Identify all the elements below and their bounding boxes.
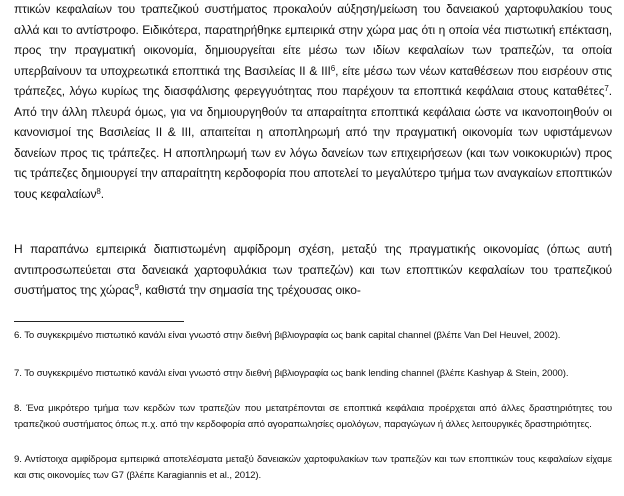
body-paragraph: [14, 239, 612, 301]
footnote-9: 9. Αντίστοιχα αμφίδρομα εμπειρικά αποτελέσματα μεταξύ δανειακών χαρτοφυλακίων των τραπεζών και των εποπτικών τους κεφαλαίων είχαμε και στις οικονομίες των G7 (βλέπε Karagiannis et al., 2012).: [14, 454, 612, 481]
footnote-ref-6[interactable]: 6: [330, 63, 336, 73]
footnote-8: 8. Ένα μικρότερο τμήμα των κερδών των τραπεζών που μετατρέπονται σε εποπτικά κεφάλαια προέρχεται από άλλες δραστηριότητες του τραπεζικού συστήματος όπως π.χ. από την κερδοφορία από αγοραπωλησίες ομολόγων, παραγώγων ή άλλες λειτουργικές δραστηριότητες.: [14, 403, 612, 430]
paragraph-text: . Από την άλλη πλευρά όμως, για να δημιουργηθούν τα απαραίτητα εποπτικά κεφάλαια ώστε να ικανοποιηθούν οι κανονισμοί της Βασιλείας ΙΙ & ΙΙΙ, απαιτείται η αποπληρωμή από την πραγματική οικονομία των υφιστάμενων δανείων προς τις τράπεζες. Η αποπληρωμή των εν λόγω δανείων των επιχειρήσεων (και των νοικοκυριών) προς τις τράπεζες δημιουργεί την απαραίτητη κερδοφορία που αποτελεί το μεγαλύτερο τμήμα των αναγκαίων εποπτικών τους κεφαλαίων: [14, 84, 612, 201]
paragraph-text: Η παραπάνω εμπειρικά διαπιστωμένη αμφίδρομη σχέση, μεταξύ της πραγματικής οικονομίας (όπως αυτή αντιπροσωπεύεται στα δανειακά χαρτοφυλάκια των τραπεζών) και των εποπτικών κεφαλαίων του τραπεζικού συστήματος της χώρας: [14, 242, 612, 297]
paragraph-text: , καθιστά την σημασία της τρέχουσας οικο-: [138, 283, 361, 297]
footnote-6: 6. Το συγκεκριμένο πιστωτικό κανάλι είναι γνωστό στην διεθνή βιβλιογραφία ως bank capital channel (βλέπε Van Del Heuvel, 2002).: [14, 330, 561, 341]
footnote-ref-8[interactable]: 8: [96, 186, 101, 196]
paragraph-text: πτικών κεφαλαίων του τραπεζικού συστήματος προκαλούν αύξηση/μείωση του δανειακού χαρτοφυλακίου τους αλλά και το αντίστροφο. Ειδικότερα, παρατηρήθηκε εμπειρικά στην χώρα μας ότι η οποία νέα πιστωτική επέκταση, προς την πραγματική οικονομία, δημιουργείται είτε μέσω των ιδίων κεφαλαίων των τραπεζών, τα οποία υπερβαίνουν τα υποχρεωτικά εποπτικά της Βασιλείας ΙΙ & ΙΙΙ: [14, 2, 612, 78]
body-paragraph: [14, 0, 612, 204]
footnote-ref-9[interactable]: 9: [134, 283, 139, 292]
footnote-separator: [14, 321, 184, 322]
footnote-7: 7. Το συγκεκριμένο πιστωτικό κανάλι είναι γνωστό στην διεθνή βιβλιογραφία ως bank lending channel (βλέπε Kashyap & Stein, 2000).: [14, 368, 569, 379]
paragraph-text: .: [100, 186, 104, 201]
paragraph-text: , είτε μέσω των νέων καταθέσεων που εισρέουν στις τράπεζες, λόγω κυρίως της διασφάλισης φερεγγυότητας που παρέχουν τα εποπτικά κεφάλαια στους καταθέτες: [14, 63, 612, 98]
footnote-ref-7[interactable]: 7: [604, 84, 609, 93]
